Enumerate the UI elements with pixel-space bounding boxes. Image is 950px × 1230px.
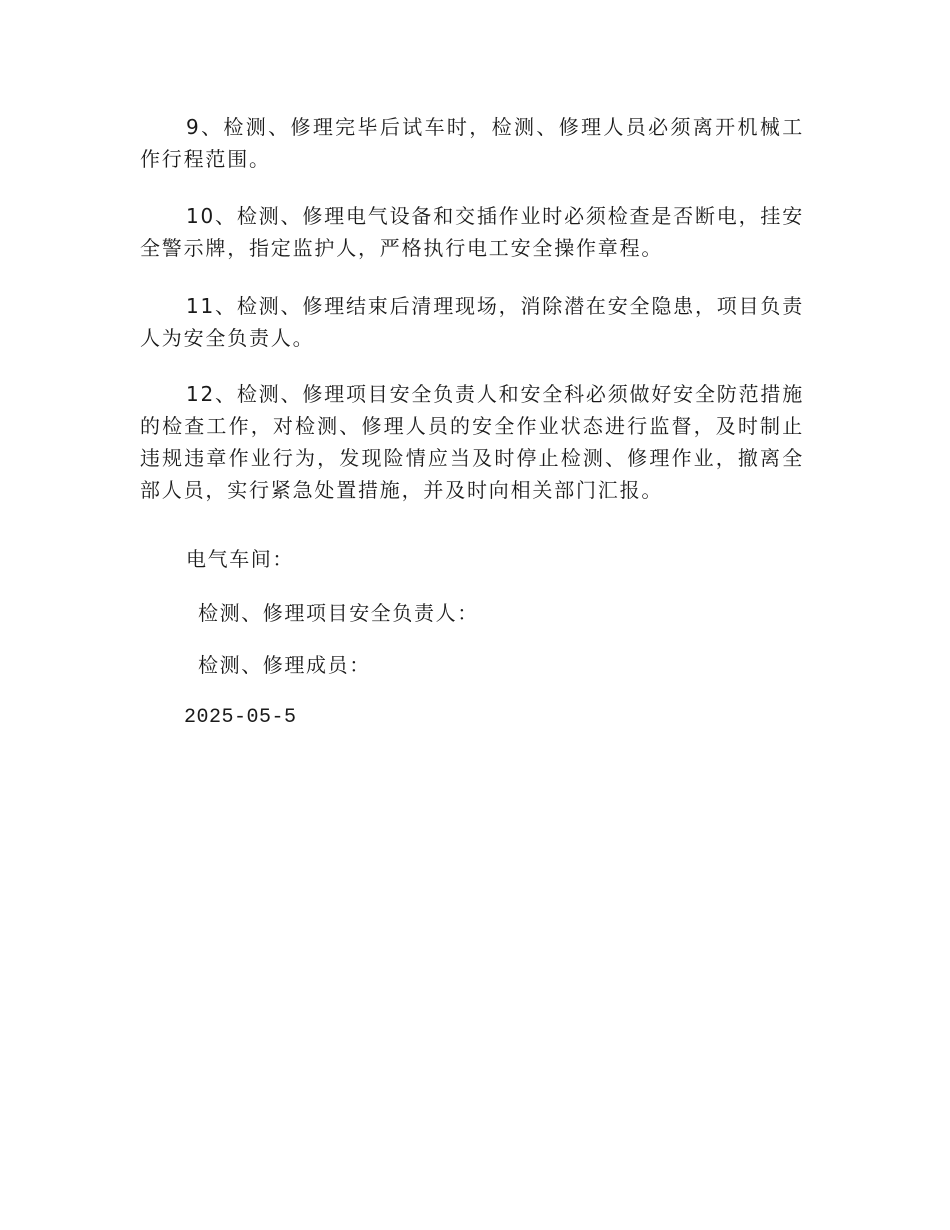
rule-paragraph-9: 9、检测、修理完毕后试车时，检测、修理人员必须离开机械工作行程范围。 <box>140 115 804 171</box>
rule-paragraph-11: 11、检测、修理结束后清理现场，消除潜在安全隐患，项目负责人为安全负责人。 <box>140 294 804 350</box>
department-label: 电气车间： <box>186 547 294 571</box>
document-date: 2025-05-5 <box>184 706 297 729</box>
rule-paragraph-12: 12、检测、修理项目安全负责人和安全科必须做好安全防范措施的检查工作，对检测、修理人员的安全作业状态进行监督，及时制止违规违章作业行为，发现险情应当及时停止检测、修理作业，撤离全部人员，实行紧急处置措施，并及时向相关部门汇报。 <box>140 382 804 502</box>
rule-paragraph-10: 10、检测、修理电气设备和交插作业时必须检查是否断电，挂安全警示牌，指定监护人，严格执行电工安全操作章程。 <box>140 204 804 260</box>
safety-responsible-label: 检测、修理项目安全负责人： <box>198 601 479 625</box>
members-label: 检测、修理成员： <box>198 653 371 677</box>
